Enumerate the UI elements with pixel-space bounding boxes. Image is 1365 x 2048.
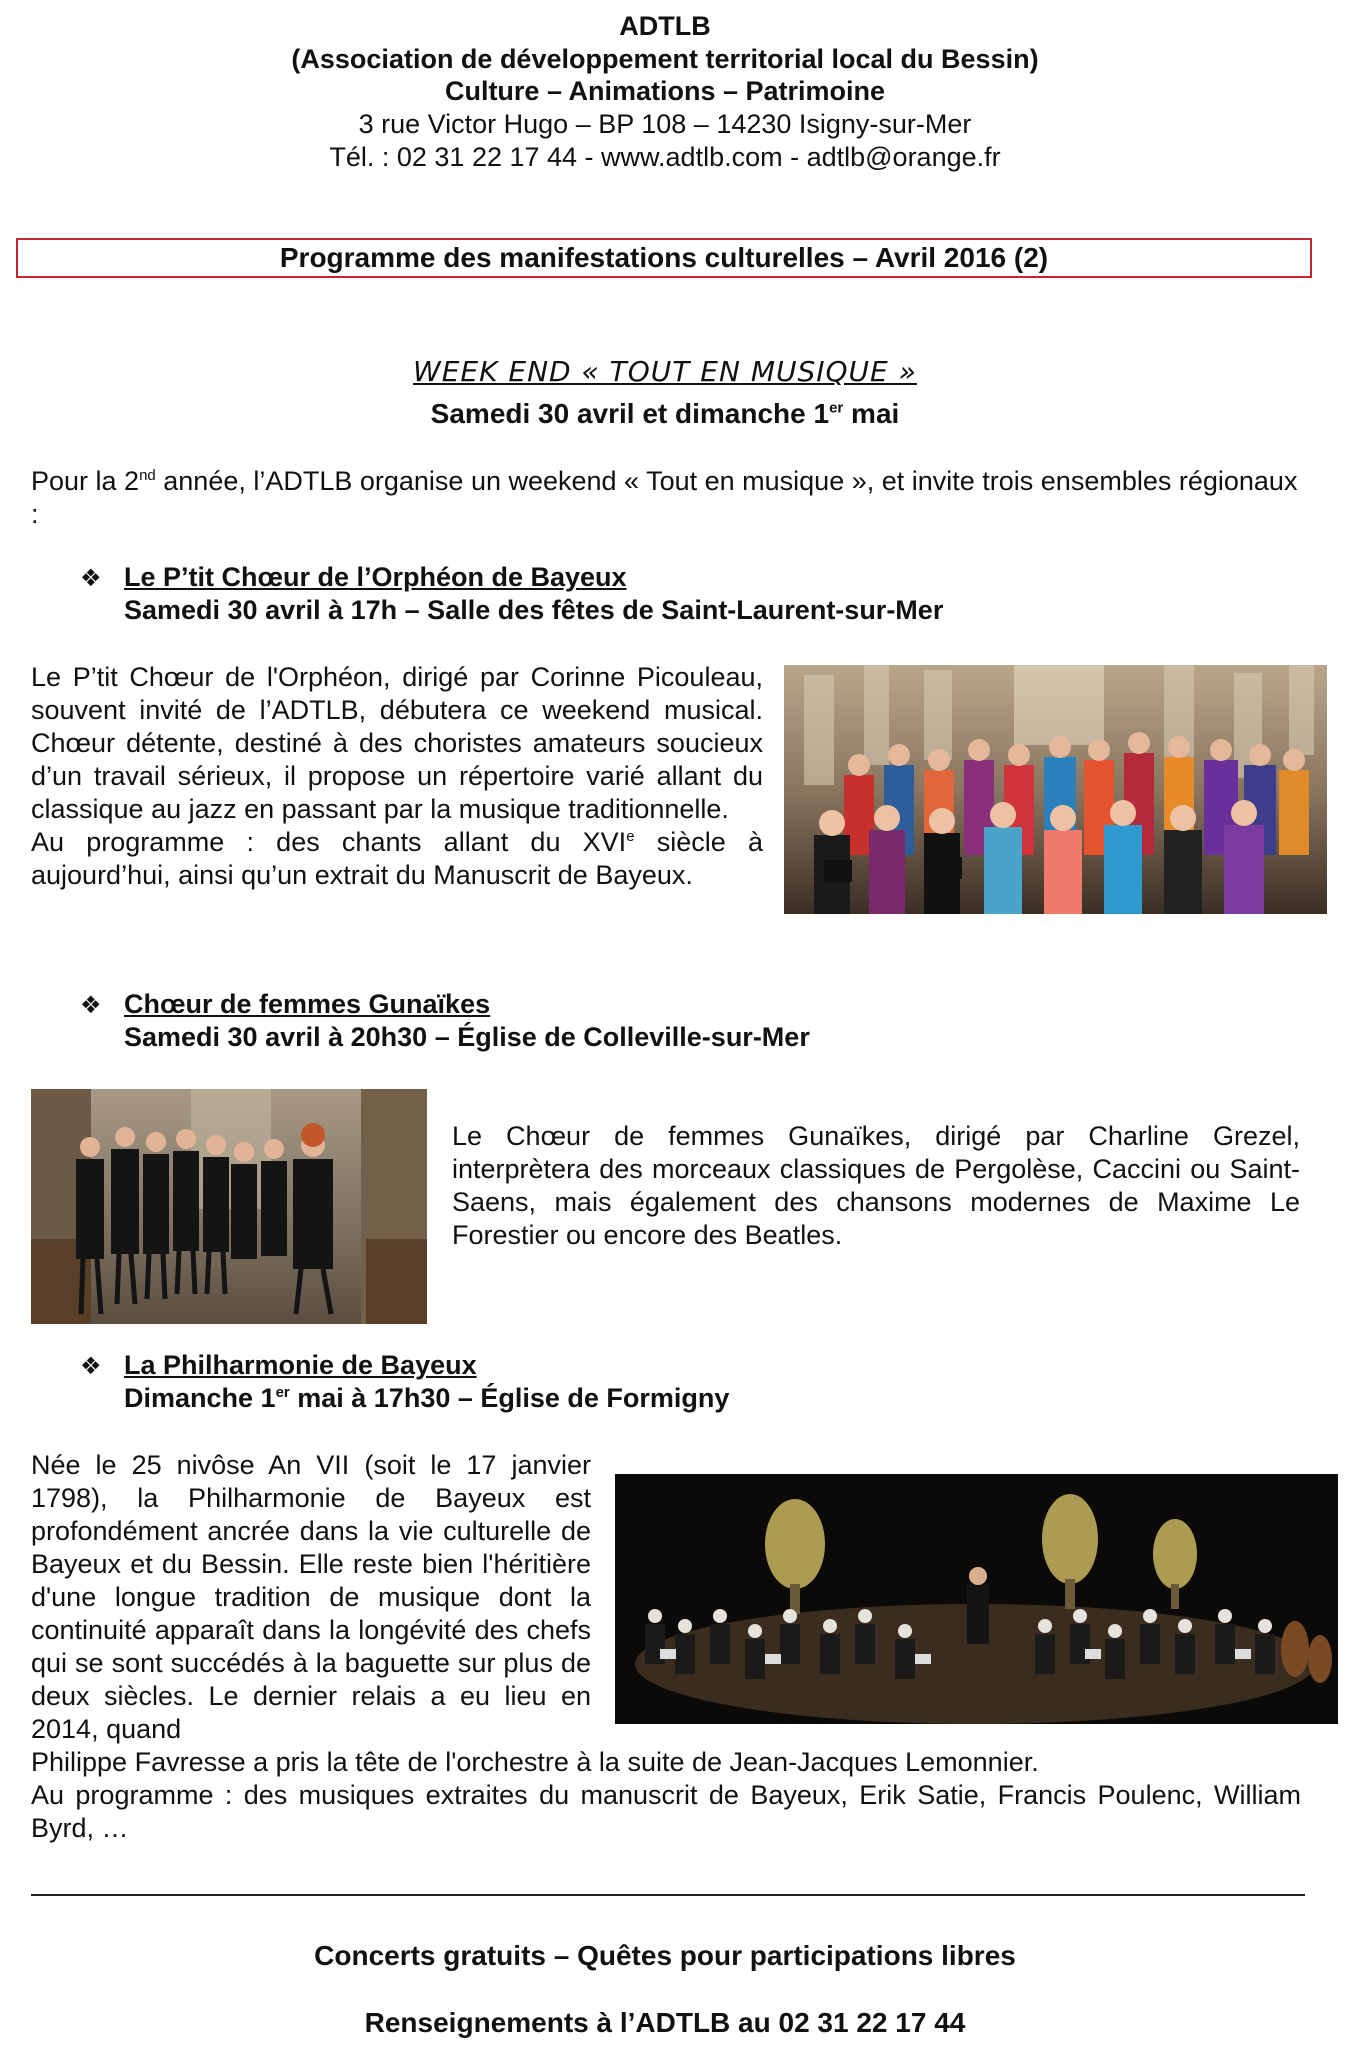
section-3-description-full: Philippe Favresse a pris la tête de l'orchestre à la suite de Jean-Jacques Lemonnier. — [31, 1747, 1039, 1777]
org-tagline: Culture – Animations – Patrimoine — [444, 76, 886, 106]
philharmonie-orchestra-photo — [615, 1474, 1338, 1724]
intro-paragraph — [31, 465, 1301, 531]
footer-divider — [31, 1894, 1305, 1896]
section-3-title: La Philharmonie de Bayeux — [124, 1350, 477, 1380]
section-3-subtitle-post: mai à 17h30 – Église de Formigny — [289, 1383, 730, 1413]
section-1-description — [31, 661, 763, 892]
intro-pre: Pour la 2 — [31, 466, 140, 496]
bullet-icon: ❖ — [80, 1353, 102, 1380]
orpheon-choir-photo — [784, 665, 1327, 914]
section-1-program-pre: Au programme : des chants allant du XVI — [31, 827, 627, 857]
section-3-subtitle-sup: er — [275, 1384, 290, 1401]
weekend-title-text: WEEK END « TOUT EN MUSIQUE » — [413, 355, 917, 388]
org-address: 3 rue Victor Hugo – BP 108 – 14230 Isigny-sur-Mer — [358, 109, 972, 139]
section-2-subtitle: Samedi 30 avril à 20h30 – Église de Colleville-sur-Mer — [124, 1022, 810, 1052]
intro-post: année, l’ADTLB organise un weekend « Tout en musique », et invite trois ensembles régionaux : — [31, 466, 1298, 529]
section-3-description-wrapped: Née le 25 nivôse An VII (soit le 17 janvier 1798), la Philharmonie de Bayeux est profondément ancrée dans la vie culturelle de Bayeux et du Bessin. Elle reste bien l'héritière d'une longue tradition de musique dont la continuité apparaît dans la longévité des chefs qui se sont succédés à la baguette sur plus de deux siècles. Le dernier relais a eu lieu en 2014, quand — [31, 1450, 591, 1744]
section-1-program-sup: e — [626, 828, 635, 845]
section-3-program: Au programme : des musiques extraites du manuscrit de Bayeux, Erik Satie, Francis Poulenc, William Byrd, … — [31, 1780, 1301, 1843]
contact-email[interactable]: adtlb@orange.fr — [806, 142, 1001, 172]
section-2-description: Le Chœur de femmes Gunaïkes, dirigé par Charline Grezel, interprètera des morceaux classiques de Pergolèse, Caccini ou Saint-Saens, mais également des chansons modernes de Maxime Le Forestier ou encore des Beatles. — [452, 1121, 1300, 1250]
weekend-title — [0, 355, 1330, 388]
org-name: ADTLB — [619, 11, 711, 41]
section-1-program-post: siècle à aujourd’hui, ainsi qu’un extrait du Manuscrit de Bayeux. — [31, 827, 763, 890]
section-1-program — [31, 826, 763, 892]
section-1-subtitle: Samedi 30 avril à 17h – Salle des fêtes de Saint-Laurent-sur-Mer — [124, 595, 944, 625]
org-full-name: (Association de développement territorial local du Bessin) — [291, 44, 1039, 74]
section-3-subtitle — [124, 1383, 729, 1414]
org-contact — [0, 141, 1330, 174]
weekend-date-post: mai — [843, 398, 900, 429]
section-2-title: Chœur de femmes Gunaïkes — [124, 989, 491, 1019]
footer-free-concerts: Concerts gratuits – Quêtes pour participations libres — [314, 1940, 1016, 1971]
section-1-text: Le P’tit Chœur de l'Orphéon, dirigé par Corinne Picouleau, souvent invité de l’ADTLB, débutera ce weekend musical. Chœur détente, destiné à des choristes amateurs soucieux d’un travail sérieux, il propose un répertoire varié allant du classique au jazz en passant par la musique traditionnelle. — [31, 662, 763, 824]
programme-banner — [16, 238, 1312, 278]
footer-info: Renseignements à l’ADTLB au 02 31 22 17 44 — [364, 2007, 966, 2038]
contact-phone-web: Tél. : 02 31 22 17 44 - www.adtlb.com - — [329, 142, 807, 172]
intro-sup: nd — [139, 467, 156, 484]
programme-title: Programme des manifestations culturelles – Avril 2016 (2) — [279, 242, 1049, 273]
gunaikes-choir-photo — [31, 1089, 427, 1324]
weekend-date-pre: Samedi 30 avril et dimanche 1 — [430, 398, 830, 429]
section-1-title: Le P’tit Chœur de l’Orphéon de Bayeux — [124, 562, 627, 592]
section-3-subtitle-pre: Dimanche 1 — [124, 1383, 276, 1413]
bullet-icon: ❖ — [80, 992, 102, 1019]
weekend-date-sup: er — [829, 399, 844, 417]
weekend-date — [0, 398, 1330, 430]
bullet-icon: ❖ — [80, 565, 102, 592]
